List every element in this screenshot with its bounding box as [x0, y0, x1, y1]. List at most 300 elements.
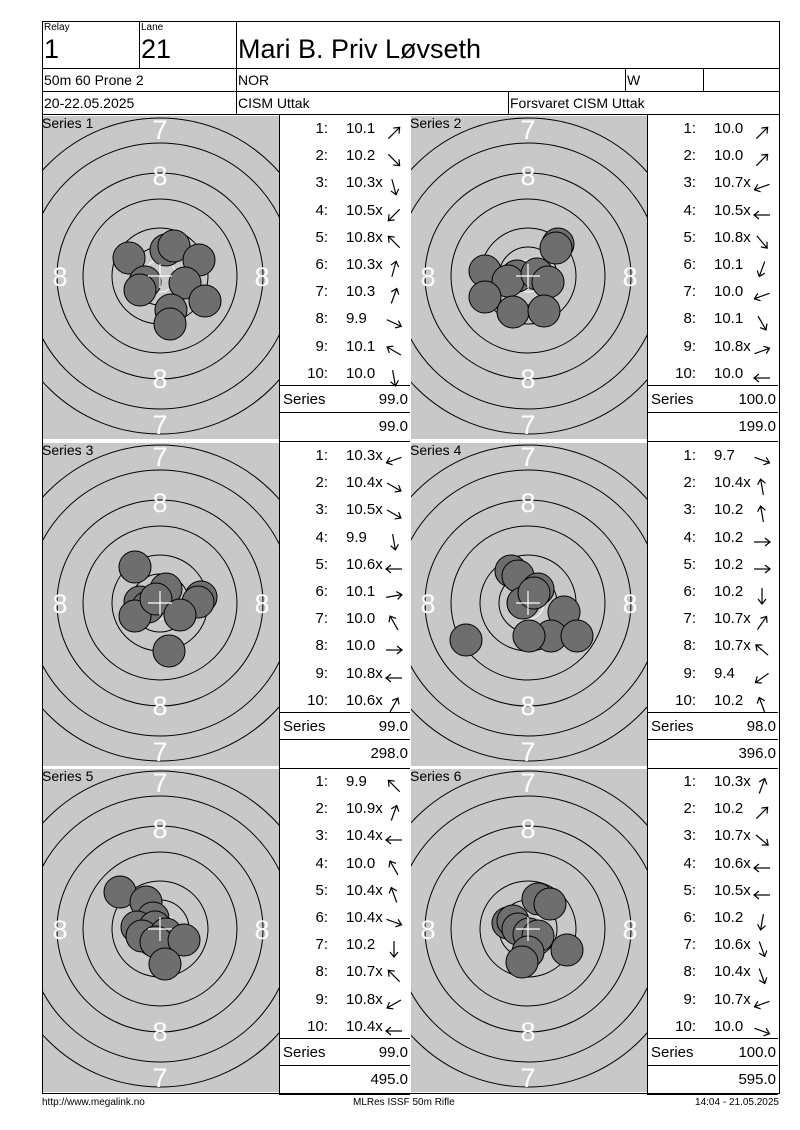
competition-name: CISM Uttak — [238, 95, 310, 111]
direction-arrow-icon — [752, 586, 772, 606]
shot-row — [648, 692, 778, 719]
ring-label-8-left: 8 — [420, 589, 436, 619]
shot-number: 4: — [683, 201, 696, 219]
shot-number: 3: — [315, 501, 328, 519]
ring-label-7-top: 7 — [152, 443, 168, 472]
direction-arrow-icon — [384, 259, 404, 279]
shot-score: 10.2 — [714, 501, 744, 519]
series-block — [42, 115, 410, 442]
ring-label-7-bottom: 7 — [152, 410, 168, 439]
shot-score: 10.4x — [346, 881, 383, 899]
shot-number: 10: — [675, 691, 696, 709]
direction-arrow-icon — [384, 994, 404, 1014]
ring-label-7-bottom: 7 — [152, 737, 168, 766]
shot-row — [280, 501, 410, 528]
shot-score: 9.7 — [714, 447, 735, 464]
shot-number: 9: — [683, 664, 696, 682]
direction-arrow-icon — [752, 313, 772, 333]
shot-score: 10.0 — [346, 854, 376, 872]
direction-arrow-icon — [384, 123, 404, 143]
shot-row — [280, 610, 410, 637]
organizer: Forsvaret CISM Uttak — [510, 95, 645, 111]
ring-label-8-right: 8 — [622, 589, 638, 619]
target-image — [411, 769, 647, 1092]
shot-number: 1: — [315, 120, 328, 137]
shot-score: 9.9 — [346, 310, 367, 328]
shot-score: 10.6x — [714, 936, 751, 954]
shot-score: 10.8x — [346, 228, 383, 246]
shot-score: 10.3x — [714, 773, 751, 790]
shot-list — [280, 115, 410, 442]
shot-number: 9: — [315, 990, 328, 1008]
series-block — [42, 442, 410, 769]
direction-arrow-icon — [752, 830, 772, 850]
shot-row — [280, 310, 410, 337]
shot-score: 10.5x — [714, 881, 751, 899]
shot-row — [648, 936, 778, 963]
shot-score: 10.7x — [714, 637, 751, 655]
shot-score: 10.1 — [346, 583, 376, 600]
direction-arrow-icon — [752, 123, 772, 143]
direction-arrow-icon — [384, 830, 404, 850]
target-image — [411, 443, 647, 766]
shot-number: 8: — [315, 310, 328, 328]
shot-hole — [164, 599, 196, 631]
direction-arrow-icon — [752, 668, 772, 688]
shot-score: 10.3x — [346, 256, 383, 273]
shot-number: 7: — [315, 283, 328, 301]
shot-row — [648, 665, 778, 692]
shot-number: 6: — [315, 909, 328, 926]
series-block — [410, 768, 778, 1095]
lane-value: 21 — [141, 34, 172, 64]
ring-label-8-right: 8 — [622, 262, 638, 292]
shot-score: 10.1 — [714, 256, 744, 273]
direction-arrow-icon — [752, 259, 772, 279]
series-block — [410, 115, 778, 442]
direction-arrow-icon — [752, 341, 772, 361]
shot-row — [280, 256, 410, 283]
shot-row — [280, 936, 410, 963]
shot-number: 3: — [683, 501, 696, 519]
shot-row — [280, 827, 410, 854]
direction-arrow-icon — [752, 532, 772, 552]
shot-row — [648, 338, 778, 365]
shot-score: 9.9 — [346, 528, 367, 546]
shot-score: 10.4x — [346, 1017, 383, 1035]
shot-hole — [154, 308, 186, 340]
shot-number: 6: — [315, 256, 328, 273]
series-title: Series 6 — [410, 768, 462, 784]
shot-row — [280, 800, 410, 827]
shot-row — [280, 855, 410, 882]
shot-score: 10.2 — [714, 555, 744, 573]
direction-arrow-icon — [752, 966, 772, 986]
series-total-label: Series — [283, 391, 326, 408]
shot-row — [648, 800, 778, 827]
direction-arrow-icon — [384, 803, 404, 823]
shot-row — [648, 637, 778, 664]
shot-number: 6: — [683, 909, 696, 926]
series-total-label: Series — [283, 1044, 326, 1061]
relay-value: 1 — [44, 34, 60, 64]
lane-label: Lane — [141, 22, 164, 33]
shot-list — [648, 768, 778, 1095]
direction-arrow-icon — [384, 286, 404, 306]
shot-score: 10.4x — [346, 474, 383, 492]
series-title: Series 3 — [42, 442, 94, 458]
shot-score: 10.0 — [714, 364, 744, 382]
nation: NOR — [238, 72, 270, 88]
shot-score: 10.0 — [714, 1017, 744, 1035]
direction-arrow-icon — [384, 232, 404, 252]
ring-label-7-top: 7 — [520, 443, 536, 472]
direction-arrow-icon — [752, 885, 772, 905]
shot-row — [280, 773, 410, 800]
shot-score: 10.7x — [346, 963, 383, 981]
shot-hole — [153, 635, 185, 667]
shot-row — [648, 120, 778, 147]
direction-arrow-icon — [384, 477, 404, 497]
direction-arrow-icon — [384, 668, 404, 688]
shot-score: 10.8x — [714, 337, 751, 355]
ring-label-7-top: 7 — [152, 769, 168, 798]
shot-row — [648, 827, 778, 854]
shot-row — [648, 447, 778, 474]
shot-number: 6: — [315, 583, 328, 600]
shot-number: 1: — [683, 773, 696, 790]
series-title: Series 1 — [42, 115, 94, 131]
shot-row — [280, 692, 410, 719]
direction-arrow-icon — [752, 504, 772, 524]
shot-number: 5: — [683, 555, 696, 573]
shot-number: 10: — [675, 364, 696, 382]
shot-score: 10.6x — [346, 555, 383, 573]
direction-arrow-icon — [752, 776, 772, 796]
shot-row — [648, 365, 778, 392]
target-image — [43, 769, 279, 1092]
shot-row — [648, 991, 778, 1018]
shot-number: 6: — [683, 583, 696, 600]
ring-label-7-top: 7 — [520, 769, 536, 798]
ring-label-8-top: 8 — [520, 161, 536, 191]
shot-score: 10.0 — [346, 364, 376, 382]
shot-score: 10.0 — [346, 610, 376, 628]
shot-row — [648, 773, 778, 800]
ring-label-8-left: 8 — [420, 915, 436, 945]
shot-score: 9.4 — [714, 664, 735, 682]
shot-score: 10.0 — [714, 120, 744, 137]
target-image — [43, 116, 279, 439]
direction-arrow-icon — [384, 341, 404, 361]
shot-score: 10.2 — [346, 936, 376, 954]
shot-score: 10.0 — [714, 283, 744, 301]
direction-arrow-icon — [384, 776, 404, 796]
shot-row — [648, 610, 778, 637]
shot-number: 8: — [683, 310, 696, 328]
shot-score: 10.8x — [346, 664, 383, 682]
shot-number: 5: — [683, 881, 696, 899]
shot-score: 10.7x — [714, 990, 751, 1008]
shot-number: 4: — [683, 854, 696, 872]
ring-label-8-right: 8 — [622, 915, 638, 945]
shot-score: 10.2 — [714, 583, 744, 600]
shot-number: 9: — [683, 337, 696, 355]
shot-score: 10.8x — [714, 228, 751, 246]
shot-number: 1: — [315, 447, 328, 464]
shot-number: 9: — [315, 337, 328, 355]
ring-label-8-left: 8 — [52, 915, 68, 945]
shot-row — [280, 120, 410, 147]
shot-row — [280, 882, 410, 909]
shot-hole — [551, 934, 583, 966]
cumulative-total-value: 99.0 — [378, 418, 408, 435]
shot-hole — [528, 295, 560, 327]
footer-software: MLRes ISSF 50m Rifle — [353, 1097, 455, 1108]
shot-score: 10.1 — [714, 310, 744, 328]
direction-arrow-icon — [384, 205, 404, 225]
shot-number: 4: — [315, 528, 328, 546]
direction-arrow-icon — [384, 885, 404, 905]
shot-row — [648, 855, 778, 882]
shot-hole — [119, 551, 151, 583]
shot-row — [280, 1018, 410, 1045]
ring-label-8-top: 8 — [152, 161, 168, 191]
shot-row — [648, 147, 778, 174]
shot-number: 5: — [315, 555, 328, 573]
shot-row — [648, 583, 778, 610]
shot-hole — [532, 266, 564, 298]
shot-row — [280, 474, 410, 501]
direction-arrow-icon — [384, 450, 404, 470]
shot-number: 3: — [315, 174, 328, 192]
shot-number: 2: — [315, 474, 328, 492]
shot-score: 10.7x — [714, 827, 751, 845]
shot-number: 2: — [315, 800, 328, 818]
shot-row — [280, 529, 410, 556]
shot-number: 10: — [675, 1017, 696, 1035]
shot-score: 10.5x — [346, 201, 383, 219]
direction-arrow-icon — [752, 177, 772, 197]
shot-number: 1: — [683, 120, 696, 137]
ring-label-8-left: 8 — [52, 589, 68, 619]
shot-score: 10.0 — [714, 147, 744, 165]
shot-row — [648, 909, 778, 936]
shot-score: 10.2 — [714, 909, 744, 926]
shot-row — [280, 637, 410, 664]
direction-arrow-icon — [384, 532, 404, 552]
ring-label-8-bottom: 8 — [152, 691, 168, 721]
series-title: Series 2 — [410, 115, 462, 131]
series-total-label: Series — [651, 718, 694, 735]
athlete-name: Mari B. Priv Løvseth — [238, 34, 482, 64]
shot-number: 4: — [315, 201, 328, 219]
shot-number: 2: — [683, 147, 696, 165]
direction-arrow-icon — [752, 912, 772, 932]
shot-row — [648, 202, 778, 229]
shot-row — [648, 501, 778, 528]
shot-number: 8: — [683, 637, 696, 655]
shot-hole — [506, 946, 538, 978]
footer-url[interactable]: http://www.megalink.no — [42, 1097, 145, 1108]
shot-hole — [534, 888, 566, 920]
shot-hole — [518, 577, 550, 609]
shot-row — [280, 202, 410, 229]
shot-hole — [497, 296, 529, 328]
shot-score: 10.9x — [346, 800, 383, 818]
ring-label-8-right: 8 — [254, 589, 270, 619]
cumulative-total-value: 199.0 — [738, 418, 776, 435]
series-total-label: Series — [651, 1044, 694, 1061]
gender: W — [627, 72, 641, 88]
cumulative-total-value: 495.0 — [370, 1071, 408, 1088]
direction-arrow-icon — [752, 858, 772, 878]
shot-list — [280, 442, 410, 769]
shot-number: 2: — [683, 474, 696, 492]
series-title: Series 4 — [410, 442, 462, 458]
shot-number: 3: — [683, 827, 696, 845]
shot-row — [280, 147, 410, 174]
shot-score: 10.3x — [346, 174, 383, 192]
direction-arrow-icon — [384, 313, 404, 333]
ring-label-8-bottom: 8 — [152, 364, 168, 394]
shot-hole — [469, 281, 501, 313]
shot-row — [280, 665, 410, 692]
direction-arrow-icon — [752, 232, 772, 252]
shot-number: 6: — [683, 256, 696, 273]
shot-row — [648, 529, 778, 556]
ring-label-8-right: 8 — [254, 915, 270, 945]
ring-label-8-right: 8 — [254, 262, 270, 292]
ring-label-7-top: 7 — [152, 116, 168, 145]
direction-arrow-icon — [384, 966, 404, 986]
ring-label-7-bottom: 7 — [520, 410, 536, 439]
shot-number: 5: — [315, 881, 328, 899]
shot-score: 10.7x — [714, 610, 751, 628]
shot-score: 10.8x — [346, 990, 383, 1008]
shot-number: 7: — [315, 610, 328, 628]
shot-number: 8: — [683, 963, 696, 981]
shot-number: 5: — [683, 228, 696, 246]
shot-score: 10.1 — [346, 120, 376, 137]
shot-number: 2: — [315, 147, 328, 165]
cumulative-total-value: 595.0 — [738, 1071, 776, 1088]
date-range: 20-22.05.2025 — [44, 95, 135, 111]
shot-score: 10.0 — [346, 637, 376, 655]
shot-score: 10.2 — [714, 528, 744, 546]
shot-row — [280, 229, 410, 256]
shot-list — [280, 768, 410, 1095]
shot-score: 10.5x — [346, 501, 383, 519]
shot-row — [648, 556, 778, 583]
direction-arrow-icon — [752, 150, 772, 170]
ring-label-7-bottom: 7 — [152, 1063, 168, 1092]
ring-label-7-top: 7 — [520, 116, 536, 145]
series-block — [42, 768, 410, 1095]
shot-row — [648, 474, 778, 501]
shot-hole — [540, 232, 572, 264]
shot-number: 3: — [315, 827, 328, 845]
shot-score: 10.3 — [346, 283, 376, 301]
shot-number: 7: — [683, 283, 696, 301]
shot-score: 10.6x — [714, 854, 751, 872]
shot-row — [280, 447, 410, 474]
shot-row — [648, 256, 778, 283]
shot-number: 7: — [315, 936, 328, 954]
shot-number: 7: — [683, 610, 696, 628]
target-image — [43, 443, 279, 766]
shot-row — [280, 338, 410, 365]
series-total-label: Series — [651, 391, 694, 408]
direction-arrow-icon — [752, 613, 772, 633]
shot-number: 4: — [683, 528, 696, 546]
shot-row — [648, 963, 778, 990]
series-total-value: 98.0 — [746, 718, 776, 735]
ring-label-7-bottom: 7 — [520, 1063, 536, 1092]
direction-arrow-icon — [384, 939, 404, 959]
shot-row — [280, 909, 410, 936]
shot-score: 10.4x — [346, 827, 383, 845]
ring-label-8-left: 8 — [52, 262, 68, 292]
shot-score: 9.9 — [346, 773, 367, 790]
event-name: 50m 60 Prone 2 — [44, 72, 144, 88]
direction-arrow-icon — [384, 559, 404, 579]
ring-label-7-bottom: 7 — [520, 737, 536, 766]
shot-row — [280, 963, 410, 990]
shot-number: 10: — [307, 364, 328, 382]
ring-label-8-bottom: 8 — [520, 364, 536, 394]
shot-list — [648, 442, 778, 769]
ring-label-8-top: 8 — [520, 488, 536, 518]
series-block — [410, 442, 778, 769]
shot-number: 10: — [307, 1017, 328, 1035]
shot-score: 10.3x — [346, 447, 383, 464]
shot-number: 4: — [315, 854, 328, 872]
series-title: Series 5 — [42, 768, 94, 784]
shot-score: 10.6x — [346, 691, 383, 709]
cumulative-total-value: 298.0 — [370, 745, 408, 762]
shot-score: 10.7x — [714, 174, 751, 192]
direction-arrow-icon — [384, 504, 404, 524]
shot-row — [648, 310, 778, 337]
shot-row — [280, 365, 410, 392]
shot-hole — [513, 620, 545, 652]
direction-arrow-icon — [752, 286, 772, 306]
direction-arrow-icon — [384, 613, 404, 633]
shot-score: 10.2 — [346, 147, 376, 165]
shot-row — [280, 556, 410, 583]
series-total-value: 100.0 — [738, 391, 776, 408]
shot-number: 8: — [315, 637, 328, 655]
shot-hole — [124, 274, 156, 306]
shot-score: 10.2 — [714, 800, 744, 818]
shot-number: 1: — [683, 447, 696, 464]
direction-arrow-icon — [752, 803, 772, 823]
shot-row — [280, 991, 410, 1018]
shot-number: 2: — [683, 800, 696, 818]
shot-hole — [189, 285, 221, 317]
direction-arrow-icon — [384, 150, 404, 170]
direction-arrow-icon — [384, 586, 404, 606]
shot-row — [280, 583, 410, 610]
ring-label-8-top: 8 — [152, 488, 168, 518]
target-image — [411, 116, 647, 439]
shot-number: 1: — [315, 773, 328, 790]
ring-label-8-bottom: 8 — [520, 691, 536, 721]
shot-number: 9: — [315, 664, 328, 682]
shot-score: 10.4x — [714, 963, 751, 981]
ring-label-8-top: 8 — [152, 814, 168, 844]
